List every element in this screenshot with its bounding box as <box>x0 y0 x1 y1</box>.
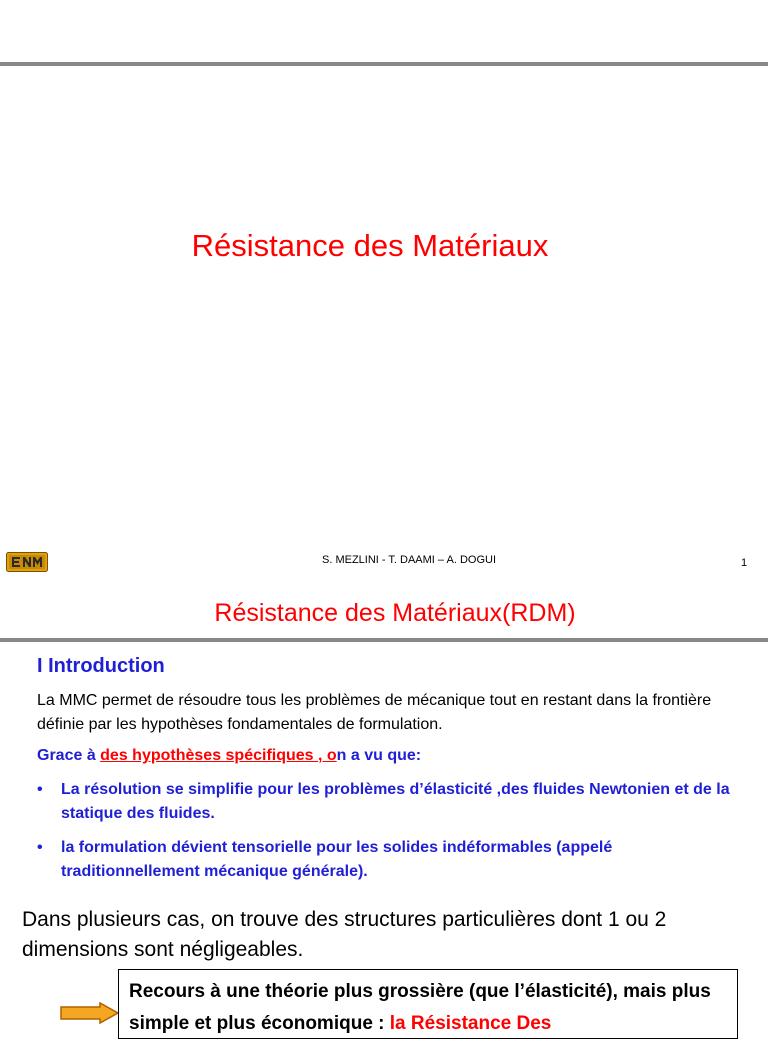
grace-line <box>37 747 421 765</box>
grace-prefix: Grace à <box>37 747 101 764</box>
bullet-item <box>37 836 737 884</box>
callout-text: Recours à une théorie plus grossière (que l’élasticité), mais plus simple et plus économique : <box>129 981 711 1034</box>
bullet-item <box>37 778 737 826</box>
slide-2-title: Résistance des Matériaux(RDM) <box>214 599 576 627</box>
page-number: 1 <box>741 557 748 569</box>
arrow-right-icon <box>60 1002 120 1024</box>
slide-2-rule <box>0 638 768 642</box>
intro-paragraph: La MMC permet de résoudre tous les problèmes de mécanique tout en restant dans la frontière définie par les hypothèses fondamentales de formulation. <box>37 692 712 733</box>
top-rule <box>0 62 768 66</box>
footer-authors: S. MEZLINI - T. DAAMI – A. DOGUI <box>322 554 496 566</box>
bullet-dot: • <box>37 839 43 856</box>
grace-highlight: des hypothèses spécifiques , o <box>100 747 337 764</box>
section-heading: I Introduction <box>37 655 165 677</box>
slide-1-title: Résistance des Matériaux <box>191 228 549 263</box>
callout-highlight: la Résistance Des <box>389 1013 552 1034</box>
recours-callout-box <box>118 969 738 1039</box>
dimensions-paragraph: Dans plusieurs cas, on trouve des structures particulières dont 1 ou 2 dimensions sont négligeables. <box>22 908 667 961</box>
bullet-text: la formulation dévient tensorielle pour les solides indéformables (appelé traditionnellement mécanique générale). <box>61 839 613 880</box>
grace-suffix: n a vu que: <box>336 747 422 764</box>
bullet-text: La résolution se simplifie pour les problèmes d’élasticité ,des fluides Newtonien et de la statique des fluides. <box>61 781 730 822</box>
bullet-dot: • <box>37 781 43 798</box>
